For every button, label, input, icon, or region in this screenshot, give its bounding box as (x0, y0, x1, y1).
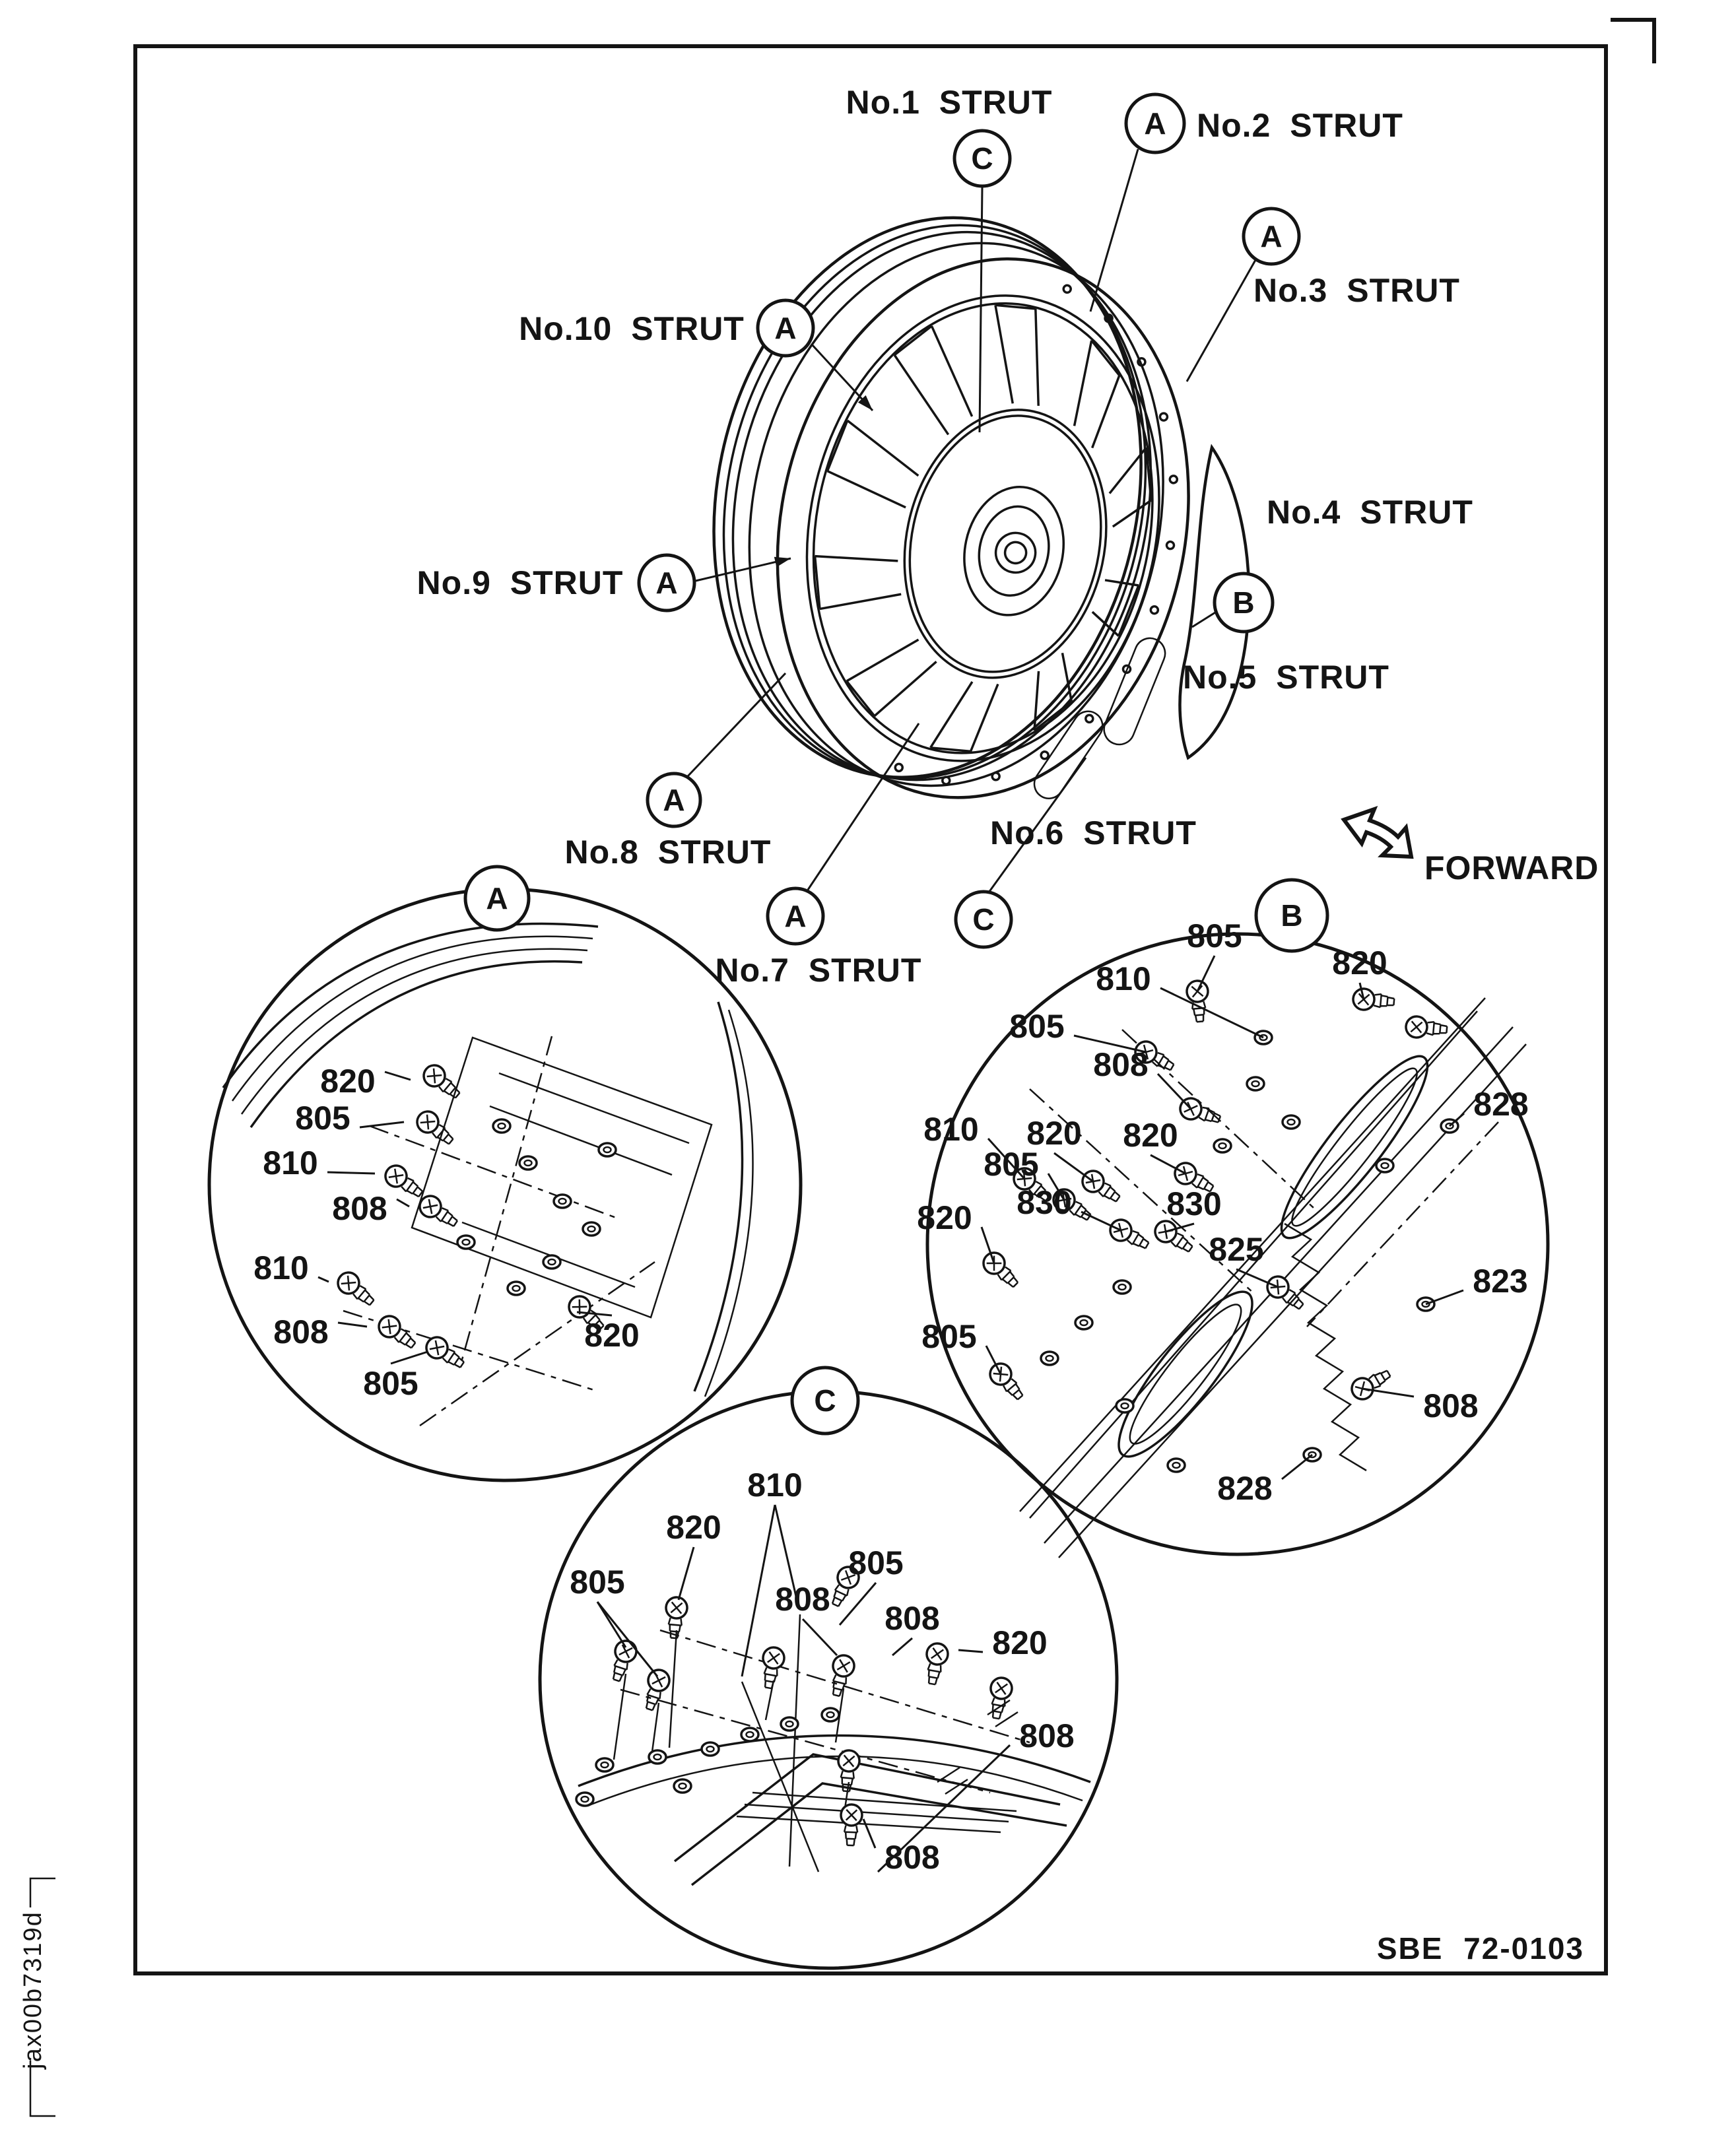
washer-icon (781, 1717, 798, 1731)
washer-icon (493, 1119, 510, 1133)
strut-label: No.4 STRUT (1267, 494, 1473, 531)
part-number: 808 (1423, 1387, 1479, 1424)
screw-icon (826, 1653, 856, 1698)
washer-icon (702, 1742, 719, 1756)
part-number: 820 (1123, 1117, 1178, 1154)
screw-icon (333, 1268, 378, 1310)
strut-label: No.6 STRUT (990, 814, 1197, 851)
detail-circle (209, 889, 801, 1480)
detail-circle-letter: C (814, 1383, 836, 1418)
washer-icon (599, 1143, 616, 1156)
washer-icon (519, 1156, 537, 1170)
washer-icon (1075, 1316, 1092, 1329)
part-number: 820 (584, 1317, 640, 1354)
leader-line (840, 1583, 876, 1625)
part-number: 830 (1166, 1185, 1222, 1222)
leader-line (1160, 988, 1263, 1038)
washer-icon (1041, 1352, 1058, 1365)
strut-label: No.9 STRUT (417, 564, 624, 601)
section-badge-letter: A (1260, 219, 1283, 253)
doc-code: SBE 72-0103 (1376, 1931, 1584, 1966)
leader-line (863, 1819, 875, 1848)
part-number: 810 (1096, 960, 1151, 997)
part-number: 820 (917, 1199, 972, 1236)
washer-icon (1283, 1115, 1300, 1129)
screw-icon (422, 1333, 468, 1373)
part-number: 808 (273, 1313, 329, 1350)
leader-line (980, 187, 982, 432)
leader-line (360, 1122, 404, 1127)
section-badge-letter: C (972, 902, 995, 937)
screw-icon (1151, 1217, 1197, 1258)
part-number: 810 (263, 1144, 318, 1181)
strut-label: No.3 STRUT (1253, 272, 1460, 309)
forward-arrow-icon (1344, 809, 1411, 857)
leader-line (803, 1619, 837, 1655)
washer-icon (649, 1750, 666, 1764)
detail-circle-letter: A (486, 881, 508, 915)
leader-line (1426, 1290, 1463, 1304)
leader-line (1054, 1153, 1093, 1181)
screw-icon (985, 1359, 1028, 1404)
leader-line (385, 1072, 411, 1080)
leader-line (391, 1352, 428, 1364)
screw-icon (382, 1162, 427, 1203)
registration-mark (1611, 20, 1654, 63)
side-code: jax00b7319d (19, 1911, 47, 2069)
detail-circle (540, 1391, 1117, 1968)
part-number: 828 (1473, 1086, 1529, 1123)
leader-line (958, 1650, 983, 1652)
section-badge-letter: C (971, 141, 993, 176)
washer-icon (554, 1195, 571, 1208)
part-number: 805 (295, 1100, 351, 1137)
washer-icon (1376, 1159, 1393, 1172)
part-number: 805 (848, 1544, 904, 1581)
part-number: 810 (747, 1467, 803, 1504)
washer-icon (596, 1758, 613, 1771)
leader-line (1090, 149, 1138, 312)
leader-line (688, 673, 785, 776)
screw-icon (1352, 988, 1395, 1012)
part-number: 823 (1473, 1263, 1528, 1300)
washer-icon (583, 1222, 600, 1236)
strut-label: No.5 STRUT (1183, 659, 1389, 696)
screw-icon (1348, 1364, 1394, 1403)
leader-line (679, 1547, 694, 1600)
section-badge-letter: A (774, 311, 797, 345)
page-border (135, 46, 1606, 1973)
section-badge-letter: A (655, 566, 678, 600)
section-badge-letter: A (663, 783, 685, 817)
part-number: 805 (984, 1146, 1039, 1183)
part-number: 810 (253, 1249, 309, 1286)
leader-line (327, 1172, 375, 1174)
washer-icon (1247, 1077, 1264, 1090)
part-number: 808 (1093, 1046, 1149, 1083)
strut-label: No.2 STRUT (1197, 107, 1403, 144)
part-number: 820 (1026, 1115, 1082, 1152)
part-number: 820 (1332, 944, 1387, 981)
leader-line (1282, 1455, 1312, 1479)
strut-label: No.7 STRUT (715, 952, 922, 989)
detail-circle-letter: B (1281, 898, 1303, 933)
flywheel-drawing (662, 178, 1248, 837)
part-number: 805 (570, 1564, 625, 1601)
part-number: 825 (1209, 1231, 1264, 1268)
washer-icon (543, 1255, 560, 1269)
strut-label: No.8 STRUT (564, 834, 772, 871)
screw-icon (840, 1804, 862, 1845)
washer-icon (576, 1793, 593, 1806)
leader-arrowhead (774, 557, 791, 568)
part-number: 808 (885, 1600, 940, 1637)
washer-icon (741, 1728, 758, 1741)
part-number: 805 (1187, 917, 1242, 954)
washer-icon (1116, 1399, 1133, 1412)
washer-icon (457, 1236, 475, 1249)
screw-icon (1405, 1016, 1448, 1040)
screw-icon (1079, 1167, 1124, 1208)
part-number: 808 (885, 1839, 940, 1876)
leader-line (1187, 260, 1255, 381)
crop-bracket-top (30, 1878, 55, 1907)
part-number: 805 (1009, 1008, 1065, 1045)
screw-icon (979, 1248, 1022, 1292)
washer-icon (508, 1282, 525, 1295)
strut-label: No.1 STRUT (846, 84, 1053, 121)
washer-icon (1168, 1459, 1185, 1472)
part-number: 820 (992, 1624, 1048, 1661)
part-number: 820 (666, 1509, 721, 1546)
part-number: 808 (775, 1581, 830, 1618)
leader-line (318, 1277, 329, 1282)
part-number: 830 (1017, 1184, 1072, 1221)
leader-line (338, 1323, 367, 1327)
washer-icon (1114, 1280, 1131, 1294)
screw-icon (375, 1312, 420, 1354)
leader-line (1158, 1074, 1191, 1109)
leader-line (397, 1199, 409, 1207)
part-number: 808 (332, 1190, 387, 1227)
strut-label: No.10 STRUT (519, 310, 745, 347)
screw-icon (607, 1638, 640, 1684)
forward-label: FORWARD (1424, 849, 1599, 886)
section-badge-letter: A (1144, 106, 1166, 141)
section-badge-letter: A (784, 899, 807, 933)
screw-icon (1106, 1216, 1152, 1255)
screw-icon (921, 1641, 949, 1686)
leader-line (892, 1638, 912, 1655)
part-number: 808 (1019, 1717, 1075, 1754)
washer-icon (674, 1779, 691, 1793)
part-number: 810 (923, 1111, 979, 1148)
screw-icon (416, 1192, 461, 1232)
washer-icon (1214, 1139, 1231, 1152)
part-number: 805 (921, 1318, 977, 1355)
part-number: 805 (363, 1365, 418, 1402)
washer-icon (822, 1708, 839, 1721)
screw-icon (413, 1107, 457, 1149)
part-number: 820 (320, 1063, 376, 1100)
section-badge-letter: B (1232, 585, 1255, 620)
part-number: 828 (1217, 1470, 1273, 1507)
